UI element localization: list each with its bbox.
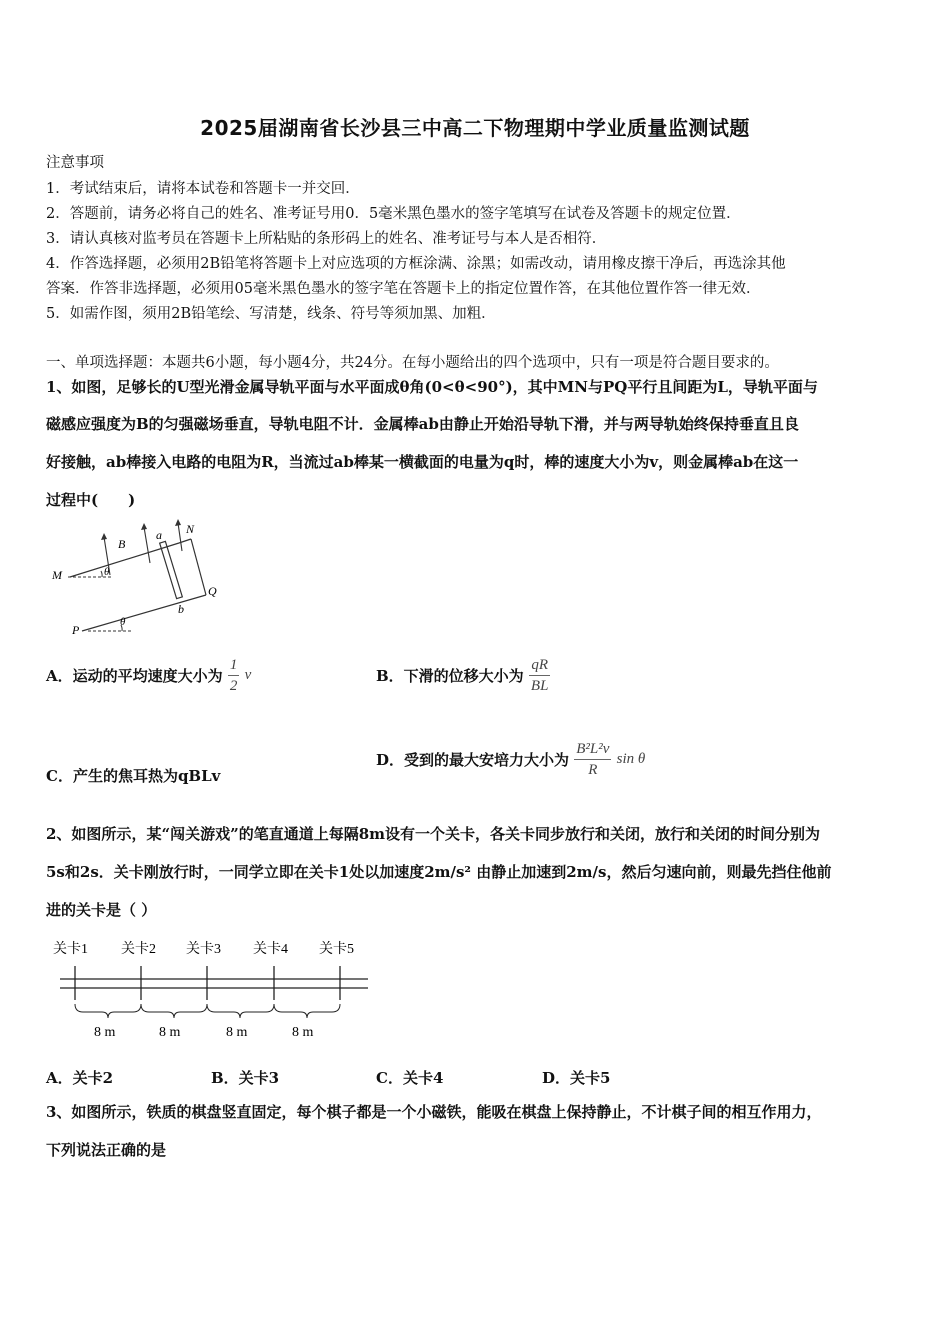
option-B[interactable] [376,656,550,695]
label-P: P [72,623,80,637]
span-label: 8 m [292,1025,314,1040]
option-D-text: D．受到的最大安培力大小为 [376,751,570,769]
label-Q: Q [208,584,217,598]
q3-text: 下列说法正确的是 [46,1141,167,1159]
checkpoint-label: 关卡4 [253,942,288,957]
notice-item: 5．如需作图，须用2B铅笔绘、写清楚，线条、符号等须加黑、加粗． [46,306,496,322]
q1-text: 过程中( ) [46,491,136,509]
q2-text: 进的关卡是（ ） [46,901,157,919]
option-C[interactable]: C．关卡4 [376,1069,444,1087]
checkpoint-label: 关卡3 [186,942,221,957]
q2-text: 5s和2s．关卡刚放行时，一同学立即在关卡1处以加速度2m/s² 由静止加速到2m/s，然后匀速向前，则最先挡住他前 [46,863,832,881]
option-B[interactable]: B．关卡3 [211,1069,280,1087]
q1-text: 1、如图，足够长的U型光滑金属导轨平面与水平面成θ角(0<θ<90°)，其中MN与PQ平行且间距为L，导轨平面与 [46,378,818,396]
option-A-text: A．运动的平均速度大小为 [46,667,223,685]
page-title: 2025届湖南省长沙县三中高二下物理期中学业质量监测试题 [200,116,750,140]
option-D[interactable]: D．关卡5 [542,1069,611,1087]
option-C[interactable]: C．产生的焦耳热为qBLv [46,767,221,785]
option-B-text: B．下滑的位移大小为 [376,667,524,685]
q3-text: 3、如图所示，铁质的棋盘竖直固定，每个棋子都是一个小磁铁，能吸在棋盘上保持静止，不计棋子间的相互作用力， [46,1103,822,1121]
checkpoint-label: 关卡1 [53,942,88,957]
q1-text: 磁感应强度为B的匀强磁场垂直，导轨电阻不计．金属棒ab由静止开始沿导轨下滑，并与两导轨始终保持垂直且良 [46,415,799,433]
option-D[interactable]: D．受到的最大安培力大小为 $\frac{\text{B²L²v}}{R}$ sin θ [376,741,646,778]
label-b: b [178,602,184,616]
notice-item: 2．答题前，请务必将自己的姓名、准考证号用0．5毫米黑色墨水的签字笔填写在试卷及答题卡的规定位置． [46,206,741,222]
label-M: M [52,568,62,582]
q1-text: 好接触，ab棒接入电路的电阻为R，当流过ab棒某一横截面的电量为q时，棒的速度大小为v，则金属棒ab在这一 [46,453,799,471]
fraction: $\frac{1}{2}$ [229,657,238,694]
label-a: a [156,528,162,542]
fraction: $\frac{\text{B²L²v}}{R}$ [576,741,610,778]
checkpoint-label: 关卡2 [121,942,156,957]
notice-item: 4．作答选择题，必须用2B铅笔将答题卡上对应选项的方框涂满、涂黑；如需改动，请用橡皮擦干净后，再选涂其他 [46,256,786,272]
notice-heading: 注意事项 [46,155,104,171]
section-heading: 一、单项选择题：本题共6小题，每小题4分，共24分。在每小题给出的四个选项中，只有一项是符合题目要求的。 [46,355,779,371]
option-A[interactable]: A．运动的平均速度大小为 $\frac{1}{2}$ v [46,657,252,694]
notice-item: 答案．作答非选择题，必须用05毫米黑色墨水的签字笔在答题卡上的指定位置作答，在其他位置作答一律无效． [46,281,761,297]
notice-item: 3．请认真核对监考员在答题卡上所粘贴的条形码上的姓名、准考证号与本人是否相符． [46,231,607,247]
span-label: 8 m [226,1025,248,1040]
notice-item: 1．考试结束后，请将本试卷和答题卡一并交回． [46,181,360,197]
label-B-field: B [118,537,126,551]
checkpoint-figure [46,932,376,1047]
span-label: 8 m [94,1025,116,1040]
label-theta: θ [120,616,126,628]
label-theta: θ [104,566,110,578]
incline-rail-figure [44,515,234,643]
span-label: 8 m [159,1025,181,1040]
checkpoint-label: 关卡5 [319,942,354,957]
fraction: $\frac{qR}{BL}$ [530,657,549,694]
q2-text: 2、如图所示，某“闯关游戏”的笔直通道上每隔8m设有一个关卡，各关卡同步放行和关闭，放行和关闭的时间分别为 [46,825,821,843]
option-A[interactable]: A．关卡2 [46,1069,114,1087]
label-N: N [186,522,195,536]
